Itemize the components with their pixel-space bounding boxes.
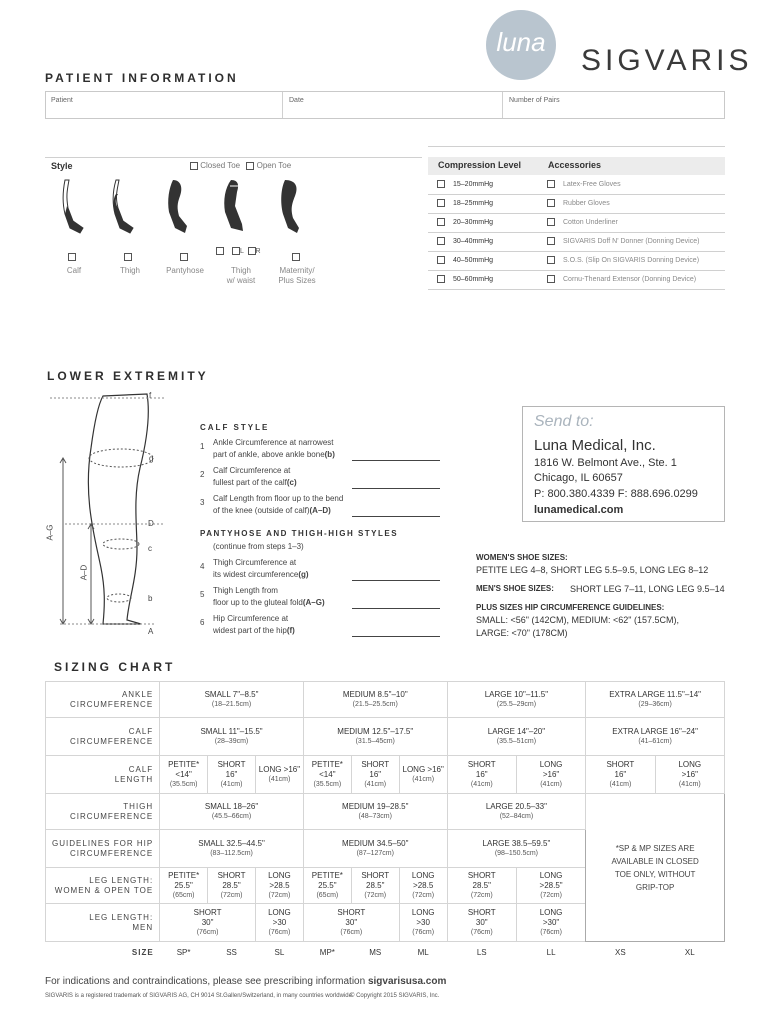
leg-point-g: g (149, 454, 154, 463)
compression-level: 20–30mmHg (453, 218, 494, 226)
thigh-style-checkbox-wrap (124, 248, 132, 266)
sizing-note-cell (586, 794, 725, 942)
patient-info-fields (45, 91, 725, 119)
sigvaris-brand: SIGVARIS (581, 44, 753, 77)
cell-size: LARGE 14"–20" (487, 726, 546, 736)
table-cell: SHORT 30" (76cm) (160, 904, 256, 942)
step-line: fullest part of the calf (213, 478, 287, 487)
maternity-style-checkbox[interactable] (292, 253, 300, 261)
copyright-text: © Copyright 2015 SIGVARIS, Inc. (350, 993, 440, 999)
accessory-label: Cotton Underliner (563, 218, 618, 226)
step-number: 2 (200, 470, 205, 479)
cell-cm: (25.5–29cm) (496, 700, 537, 708)
thigh-waist-options (216, 247, 261, 255)
table-cell: SHORT 16" (41cm) (586, 756, 655, 794)
table-cell: SHORT 16" (41cm) (447, 756, 516, 794)
cell-cm: (21.5–25.5cm) (352, 700, 398, 708)
accessory-row (547, 218, 618, 226)
cell-size: MEDIUM 12.5"–17.5" (337, 726, 414, 736)
compression-checkbox[interactable] (437, 256, 445, 264)
comp-top-divider (428, 146, 725, 147)
step-number: 5 (200, 590, 205, 599)
men-shoe-label: MEN'S SHOE SIZES: (476, 584, 554, 593)
cell-size: MEDIUM 8.5"–10" (342, 689, 408, 699)
compression-level: 50–60mmHg (453, 275, 494, 283)
step-code: (A–D) (309, 506, 331, 515)
calf-style-checkbox-wrap (68, 248, 76, 266)
women-shoe-value: PETITE LEG 4–8, SHORT LEG 5.5–9.5, LONG LEG 8–12 (476, 565, 709, 575)
size-code: SP* (176, 947, 191, 957)
accessory-checkbox[interactable] (547, 218, 555, 226)
cell-cm: (41–61cm) (638, 737, 672, 745)
step-instruction (213, 465, 297, 489)
thigh-waist-leg-image (224, 180, 243, 231)
size-code: ML (417, 947, 429, 957)
table-cell (303, 682, 447, 718)
size-row-label: SIZE (131, 947, 154, 957)
size-code: XS (615, 947, 626, 957)
luna-logo-text: luna (496, 27, 546, 57)
compression-row (437, 180, 493, 188)
step-instruction (213, 493, 343, 517)
style-item-thigh-waist: Thigh w/ waist (226, 266, 256, 285)
table-row (46, 718, 725, 756)
size-code: MS (369, 947, 382, 957)
cell-cm: (18–21.5cm) (211, 700, 252, 708)
thigh-waist-right-checkbox[interactable] (248, 247, 256, 255)
table-cell (160, 682, 304, 718)
size-code: SL (274, 947, 285, 957)
send-to-phone: P: 800.380.4339 F: 888.696.0299 (534, 488, 698, 500)
thigh-waist-right-label: R (255, 247, 261, 255)
men-shoe-value: SHORT LEG 7–11, LONG LEG 9.5–14 (570, 584, 725, 594)
axis-a-d-label: A–D (79, 564, 89, 581)
accessory-checkbox[interactable] (547, 199, 555, 207)
accessory-label: Latex-Free Gloves (563, 180, 621, 188)
maternity-style-checkbox-wrap (292, 248, 300, 266)
table-cell: LONG >28.5 (72cm) (255, 868, 303, 904)
ankle-measure-input[interactable] (352, 460, 440, 461)
table-cell: PETITE* <14" (35.5cm) (303, 756, 351, 794)
table-cell: LONG >28.5 (72cm) (399, 868, 447, 904)
open-toe-label: Open Toe (256, 161, 292, 170)
step-line: Thigh Length from (213, 586, 278, 595)
step-line: floor up to the gluteal fold (213, 598, 303, 607)
step-instruction (213, 585, 325, 609)
table-cell (586, 682, 725, 718)
table-cell: LONG >16" (41cm) (655, 756, 724, 794)
open-toe-checkbox[interactable] (246, 162, 254, 170)
hip-circ-input[interactable] (352, 636, 440, 637)
leg-measurement-diagram (45, 388, 165, 638)
cell-cm: (35.5–51cm) (496, 737, 537, 745)
leg-point-d: D (148, 519, 154, 528)
compression-checkbox[interactable] (437, 237, 445, 245)
calf-style-checkbox[interactable] (68, 253, 76, 261)
step-line: part of ankle, above ankle bone (213, 450, 325, 459)
table-cell: LARGE 20.5–33" (52–84cm) (447, 794, 586, 830)
pantyhose-subtitle: (continue from steps 1–3) (213, 542, 304, 551)
accessory-label: Cornu-Thenard Extensor (Donning Device) (563, 275, 697, 283)
table-cell: PETITE* <14" (35.5cm) (160, 756, 208, 794)
step-line: widest part of the hip (213, 626, 287, 635)
thigh-waist-checkbox[interactable] (216, 247, 224, 255)
table-cell: SMALL 18–26" (45.5–66cm) (160, 794, 304, 830)
accessory-checkbox[interactable] (547, 180, 555, 188)
calf-measure-input[interactable] (352, 488, 440, 489)
style-label: Style (51, 161, 73, 171)
send-to-web[interactable]: lunamedical.com (534, 504, 624, 516)
plus-sizes-value2: LARGE: <70" (178CM) (476, 628, 568, 638)
table-cell: SHORT 28.5" (72cm) (447, 868, 516, 904)
compression-checkbox[interactable] (437, 199, 445, 207)
leg-point-b: b (148, 594, 153, 603)
step-code: (b) (324, 450, 335, 459)
row-label: GUIDELINES FOR HIP CIRCUMFERENCE (46, 830, 160, 868)
row-label: LEG LENGTH: WOMEN & OPEN TOE (46, 868, 160, 904)
accessory-row (547, 199, 610, 207)
calf-length-input[interactable] (352, 516, 440, 517)
send-to-address2: Chicago, IL 60657 (534, 472, 623, 484)
step-number: 1 (200, 442, 205, 451)
leg-point-a: A (148, 627, 154, 636)
compression-row (437, 218, 493, 226)
table-row (46, 794, 725, 830)
style-item-calf: Calf (66, 266, 82, 275)
step-line: of the knee (outside of calf) (213, 506, 310, 515)
step-line: Calf Circumference at (213, 466, 291, 475)
cell-cm: (29–36cm) (638, 700, 672, 708)
compression-row (437, 256, 493, 264)
cell-cm: (31.5–45cm) (355, 737, 395, 745)
compression-checkbox[interactable] (437, 180, 445, 188)
size-code: LS (476, 947, 487, 957)
compression-level: 40–50mmHg (453, 256, 494, 264)
compression-level: 30–40mmHg (453, 237, 494, 245)
row-divider (428, 194, 725, 195)
step-line: Ankle Circumference at narrowest (213, 438, 334, 447)
step-line: its widest circumference (213, 570, 299, 579)
closed-toe-label: Closed Toe (200, 161, 241, 170)
patient-info-title: PATIENT INFORMATION (45, 71, 239, 85)
accessory-label: SIGVARIS Doff N' Donner (Donning Device) (563, 237, 700, 245)
cell-size: EXTRA LARGE 11.5"–14" (609, 689, 702, 699)
send-to-address1: 1816 W. Belmont Ave., Ste. 1 (534, 457, 677, 469)
row-divider (428, 232, 725, 233)
pantyhose-style-checkbox[interactable] (180, 253, 188, 261)
step-instruction (213, 557, 309, 581)
table-cell: LONG >16" (41cm) (255, 756, 303, 794)
accessory-row (547, 275, 696, 283)
table-cell: PETITE* 25.5" (65cm) (303, 868, 351, 904)
table-cell: PETITE* 25.5" (65cm) (160, 868, 208, 904)
style-item-pantyhose: Pantyhose (166, 266, 204, 275)
table-cell: LONG >30 (76cm) (255, 904, 303, 942)
toe-options (190, 161, 291, 170)
maternity-leg-image (281, 180, 299, 233)
step-line: Calf Length from floor up to the bend (213, 494, 344, 503)
size-code: LL (546, 947, 556, 957)
step-code: (g) (298, 570, 309, 579)
table-cell: SHORT 28.5" (72cm) (351, 868, 399, 904)
size-code: SS (226, 947, 237, 957)
style-divider (45, 157, 422, 158)
accessories-header: Accessories (548, 160, 602, 170)
calf-style-title: CALF STYLE (200, 423, 270, 432)
step-code: (A–G) (302, 598, 325, 607)
date-field-label: Date (289, 97, 304, 104)
thigh-leg-image (113, 180, 133, 233)
row-label: THIGH CIRCUMFERENCE (46, 794, 160, 830)
pantyhose-leg-image (168, 180, 187, 233)
calf-leg-image (63, 180, 83, 233)
cell-size: EXTRA LARGE 16"–24" (612, 726, 698, 736)
compression-level: 18–25mmHg (453, 199, 494, 207)
thigh-circ-input[interactable] (352, 580, 440, 581)
table-row (46, 682, 725, 718)
field-divider (282, 92, 283, 118)
field-divider (502, 92, 503, 118)
style-leg-images (45, 176, 325, 241)
row-label: CALF CIRCUMFERENCE (46, 718, 160, 756)
step-number: 6 (200, 618, 205, 627)
table-cell: MEDIUM 34.5–50" (87–127cm) (303, 830, 447, 868)
plus-sizes-value1: SMALL: <56" (142CM), MEDIUM: <62" (157.5CM), (476, 615, 679, 625)
compression-header: Compression Level (438, 160, 522, 170)
table-cell: SHORT 28.5" (72cm) (208, 868, 256, 904)
lower-extremity-title: LOWER EXTREMITY (47, 369, 209, 383)
send-to-box (522, 406, 725, 522)
compression-row (437, 275, 493, 283)
luna-logo (486, 10, 556, 80)
table-cell (586, 718, 725, 756)
table-cell: SMALL 32.5–44.5" (83–112.5cm) (160, 830, 304, 868)
table-cell: SHORT 30" (76cm) (447, 904, 516, 942)
accessory-checkbox[interactable] (547, 256, 555, 264)
table-cell: LONG >16" (41cm) (399, 756, 447, 794)
table-cell (303, 718, 447, 756)
table-row (46, 756, 725, 794)
table-cell: SHORT 16" (41cm) (208, 756, 256, 794)
accessory-row (547, 237, 699, 245)
compression-checkbox[interactable] (437, 275, 445, 283)
size-code: MP* (319, 947, 335, 957)
thigh-length-input[interactable] (352, 608, 440, 609)
style-item-thigh: Thigh (119, 266, 140, 275)
row-label: LEG LENGTH: MEN (46, 904, 160, 942)
leg-point-c: c (148, 544, 152, 553)
table-cell: SHORT 30" (76cm) (303, 904, 399, 942)
axis-a-g-label: A–G (45, 524, 55, 541)
row-divider (428, 213, 725, 214)
row-label: CALF LENGTH (46, 756, 160, 794)
thigh-style-checkbox[interactable] (124, 253, 132, 261)
accessory-checkbox[interactable] (547, 275, 555, 283)
cell-size: SMALL 11"–15.5" (200, 726, 263, 736)
indications-text (45, 976, 446, 987)
step-line: Hip Circumference at (213, 614, 289, 623)
women-shoe-label: WOMEN'S SHOE SIZES: (476, 553, 568, 562)
step-code: (f) (286, 626, 295, 635)
pairs-field-label: Number of Pairs (509, 97, 560, 104)
step-instruction (213, 613, 295, 637)
row-label: ANKLE CIRCUMFERENCE (46, 682, 160, 718)
send-to-company: Luna Medical, Inc. (534, 437, 656, 454)
table-cell: LONG >30 (76cm) (399, 904, 447, 942)
indications-label: For indications and contraindications, please see prescribing information (45, 976, 368, 987)
table-cell (160, 718, 304, 756)
sizing-note: *SP & MP SIZES ARE AVAILABLE IN CLOSED TOE ONLY, WITHOUT GRIP-TOP (611, 843, 699, 892)
accessory-row (547, 180, 621, 188)
step-instruction (213, 437, 335, 461)
table-cell: SHORT 16" (41cm) (351, 756, 399, 794)
row-divider (428, 270, 725, 271)
row-divider (428, 251, 725, 252)
leg-point-f: f (149, 391, 152, 400)
table-cell: LARGE 38.5–59.5" (98–150.5cm) (447, 830, 586, 868)
table-cell: LONG >16" (41cm) (516, 756, 585, 794)
pantyhose-style-checkbox-wrap (180, 248, 188, 266)
accessory-checkbox[interactable] (547, 237, 555, 245)
cell-size: LARGE 10"–11.5" (484, 689, 549, 699)
row-divider (428, 289, 725, 290)
step-code: (c) (286, 478, 297, 487)
patient-field-label: Patient (51, 97, 73, 104)
indications-link[interactable]: sigvarisusa.com (367, 976, 447, 987)
step-line: Thigh Circumference at (213, 558, 297, 567)
accessory-label: S.O.S. (Slip On SIGVARIS Donning Device) (563, 256, 700, 264)
sizing-chart-title: SIZING CHART (54, 660, 176, 674)
closed-toe-checkbox[interactable] (190, 162, 198, 170)
table-row (46, 942, 725, 964)
step-number: 3 (200, 498, 205, 507)
step-number: 4 (200, 562, 205, 571)
sizing-chart-table (45, 681, 725, 964)
send-to-label: Send to: (534, 413, 594, 430)
compression-row (437, 237, 493, 245)
plus-sizes-label: PLUS SIZES HIP CIRCUMFERENCE GUIDELINES: (476, 603, 665, 612)
accessory-row (547, 256, 699, 264)
thigh-waist-left-checkbox[interactable] (232, 247, 240, 255)
cell-size: SMALL 7"–8.5" (204, 689, 259, 699)
compression-level: 15–20mmHg (453, 180, 494, 188)
compression-checkbox[interactable] (437, 218, 445, 226)
table-cell: MEDIUM 19–28.5" (48–73cm) (303, 794, 447, 830)
table-cell (447, 682, 586, 718)
table-cell (447, 718, 586, 756)
cell-cm: (28–39cm) (214, 737, 249, 745)
size-code: XL (684, 947, 695, 957)
thigh-waist-left-label: L (239, 247, 244, 255)
trademark-text: SIGVARIS is a registered trademark of SIGVARIS AG, CH 9014 St.Gallen/Switzerland, in many countries worldwide. (45, 993, 354, 999)
style-item-maternity: Maternity/ Plus Sizes (278, 266, 316, 285)
table-cell: LONG >30" (76cm) (516, 904, 585, 942)
pantyhose-title: PANTYHOSE AND THIGH-HIGH STYLES (200, 529, 399, 538)
compression-row (437, 199, 493, 207)
accessory-label: Rubber Gloves (563, 199, 610, 207)
table-cell: LONG >28.5" (72cm) (516, 868, 585, 904)
